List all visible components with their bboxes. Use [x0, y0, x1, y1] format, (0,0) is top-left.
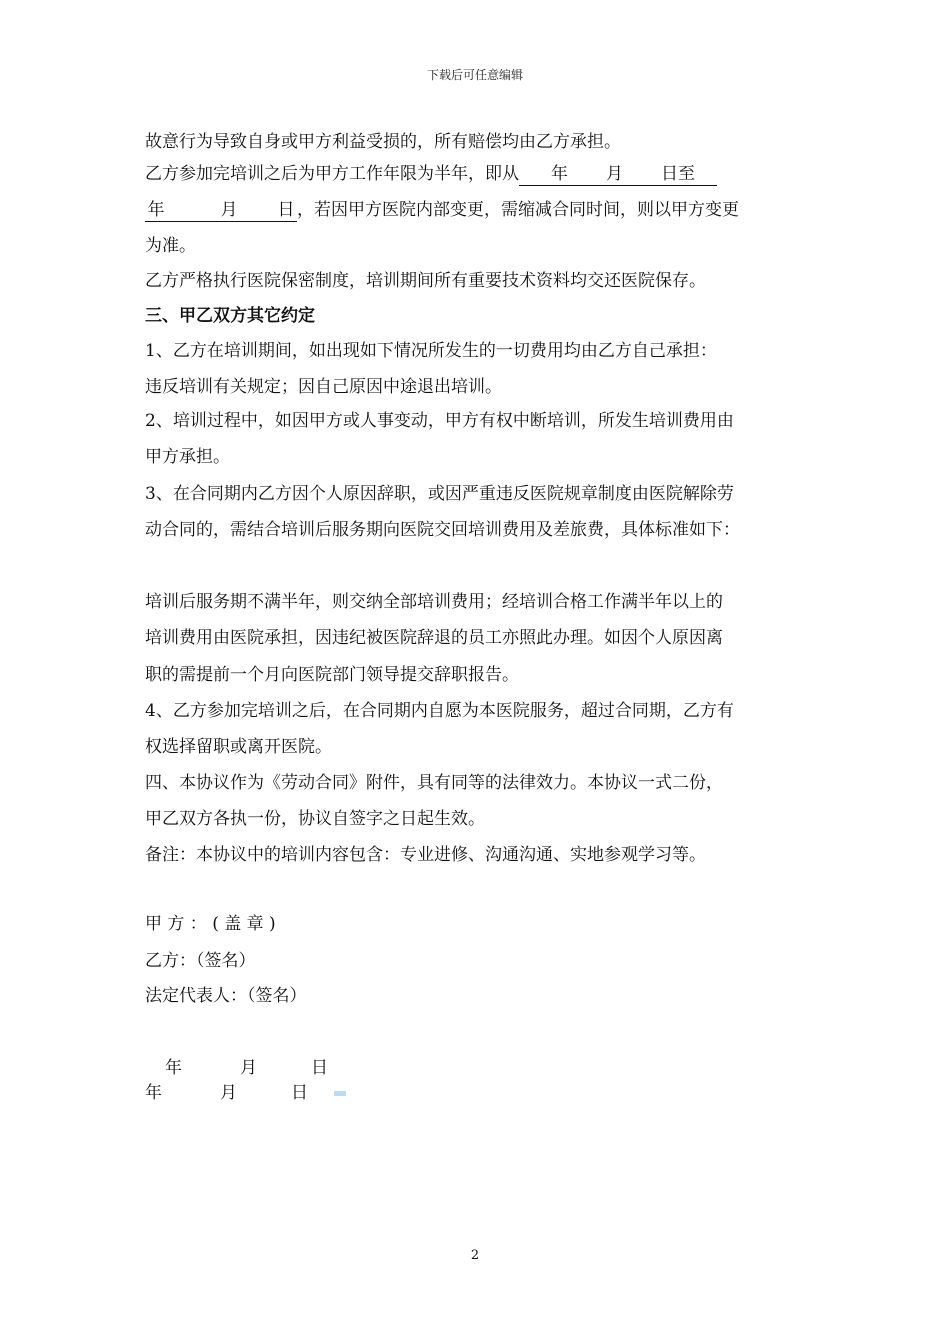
- signature-date-b: 年 月 日: [145, 1082, 346, 1104]
- paragraph-line: 四、本协议作为《劳动合同》附件，具有同等的法律效力。本协议一式二份，: [145, 773, 723, 793]
- paragraph-line: 4、乙方参加完培训之后，在合同期内自愿为本医院服务，超过合同期，乙方有: [145, 701, 734, 721]
- date-blank-end: 年 月 日: [145, 199, 297, 222]
- paragraph-line: 为准。: [145, 236, 196, 256]
- paragraph-line: 3、在合同期内乙方因个人原因辞职，或因严重违反医院规章制度由医院解除劳: [145, 484, 734, 504]
- page-header: 下载后可任意编辑: [426, 68, 523, 82]
- date-blank-start: 年 月 日至: [519, 163, 679, 186]
- paragraph-line: 权选择留职或离开医院。: [145, 737, 332, 757]
- remark-line: 备注：本协议中的培训内容包含：专业进修、沟通沟通、实地参观学习等。: [145, 845, 706, 865]
- paragraph-line: 1、乙方在培训期间，如出现如下情况所发生的一切费用均由乙方自己承担：: [145, 341, 717, 361]
- paragraph-line: [145, 199, 739, 222]
- blank-fill: [679, 163, 717, 186]
- page-number: 2: [470, 1248, 480, 1263]
- paragraph-line: 动合同的，需结合培训后服务期向医院交回培训费用及差旅费，具体标准如下：: [145, 520, 740, 540]
- section-heading: 三、甲乙双方其它约定: [145, 306, 315, 326]
- paragraph-line: 2、培训过程中，如因甲方或人事变动，甲方有权中断培训，所发生培训费用由: [145, 411, 734, 431]
- text-segment: 乙方参加完培训之后为甲方工作年限为半年，即从: [145, 164, 519, 184]
- paragraph-line: 违反培训有关规定；因自己原因中途退出培训。: [145, 377, 502, 397]
- signature-date-a: 年 月 日: [165, 1058, 328, 1078]
- party-a-signature: 甲 方 ： ( 盖 章 ): [145, 914, 276, 934]
- cursor-marker: [334, 1091, 346, 1096]
- party-b-signature: 乙方：（签名）: [145, 951, 256, 971]
- paragraph-line: 职的需提前一个月向医院部门领导提交辞职报告。: [145, 665, 519, 685]
- legal-representative-signature: 法定代表人：（签名）: [145, 986, 307, 1006]
- paragraph-line: 培训费用由医院承担，因违纪被医院辞退的员工亦照此办理。如因个人原因离: [145, 628, 723, 648]
- paragraph-line: 故意行为导致自身或甲方利益受损的，所有赔偿均由乙方承担。: [145, 132, 621, 152]
- text-segment: ，若因甲方医院内部变更，需缩减合同时间，则以甲方变更: [297, 200, 739, 220]
- paragraph-line: [145, 163, 717, 186]
- paragraph-line: 甲方承担。: [145, 447, 230, 467]
- paragraph-line: 甲乙双方各执一份，协议自签字之日起生效。: [145, 809, 485, 829]
- paragraph-line: 培训后服务期不满半年，则交纳全部培训费用；经培训合格工作满半年以上的: [145, 592, 723, 612]
- paragraph-line: 乙方严格执行医院保密制度，培训期间所有重要技术资料均交还医院保存。: [145, 271, 706, 291]
